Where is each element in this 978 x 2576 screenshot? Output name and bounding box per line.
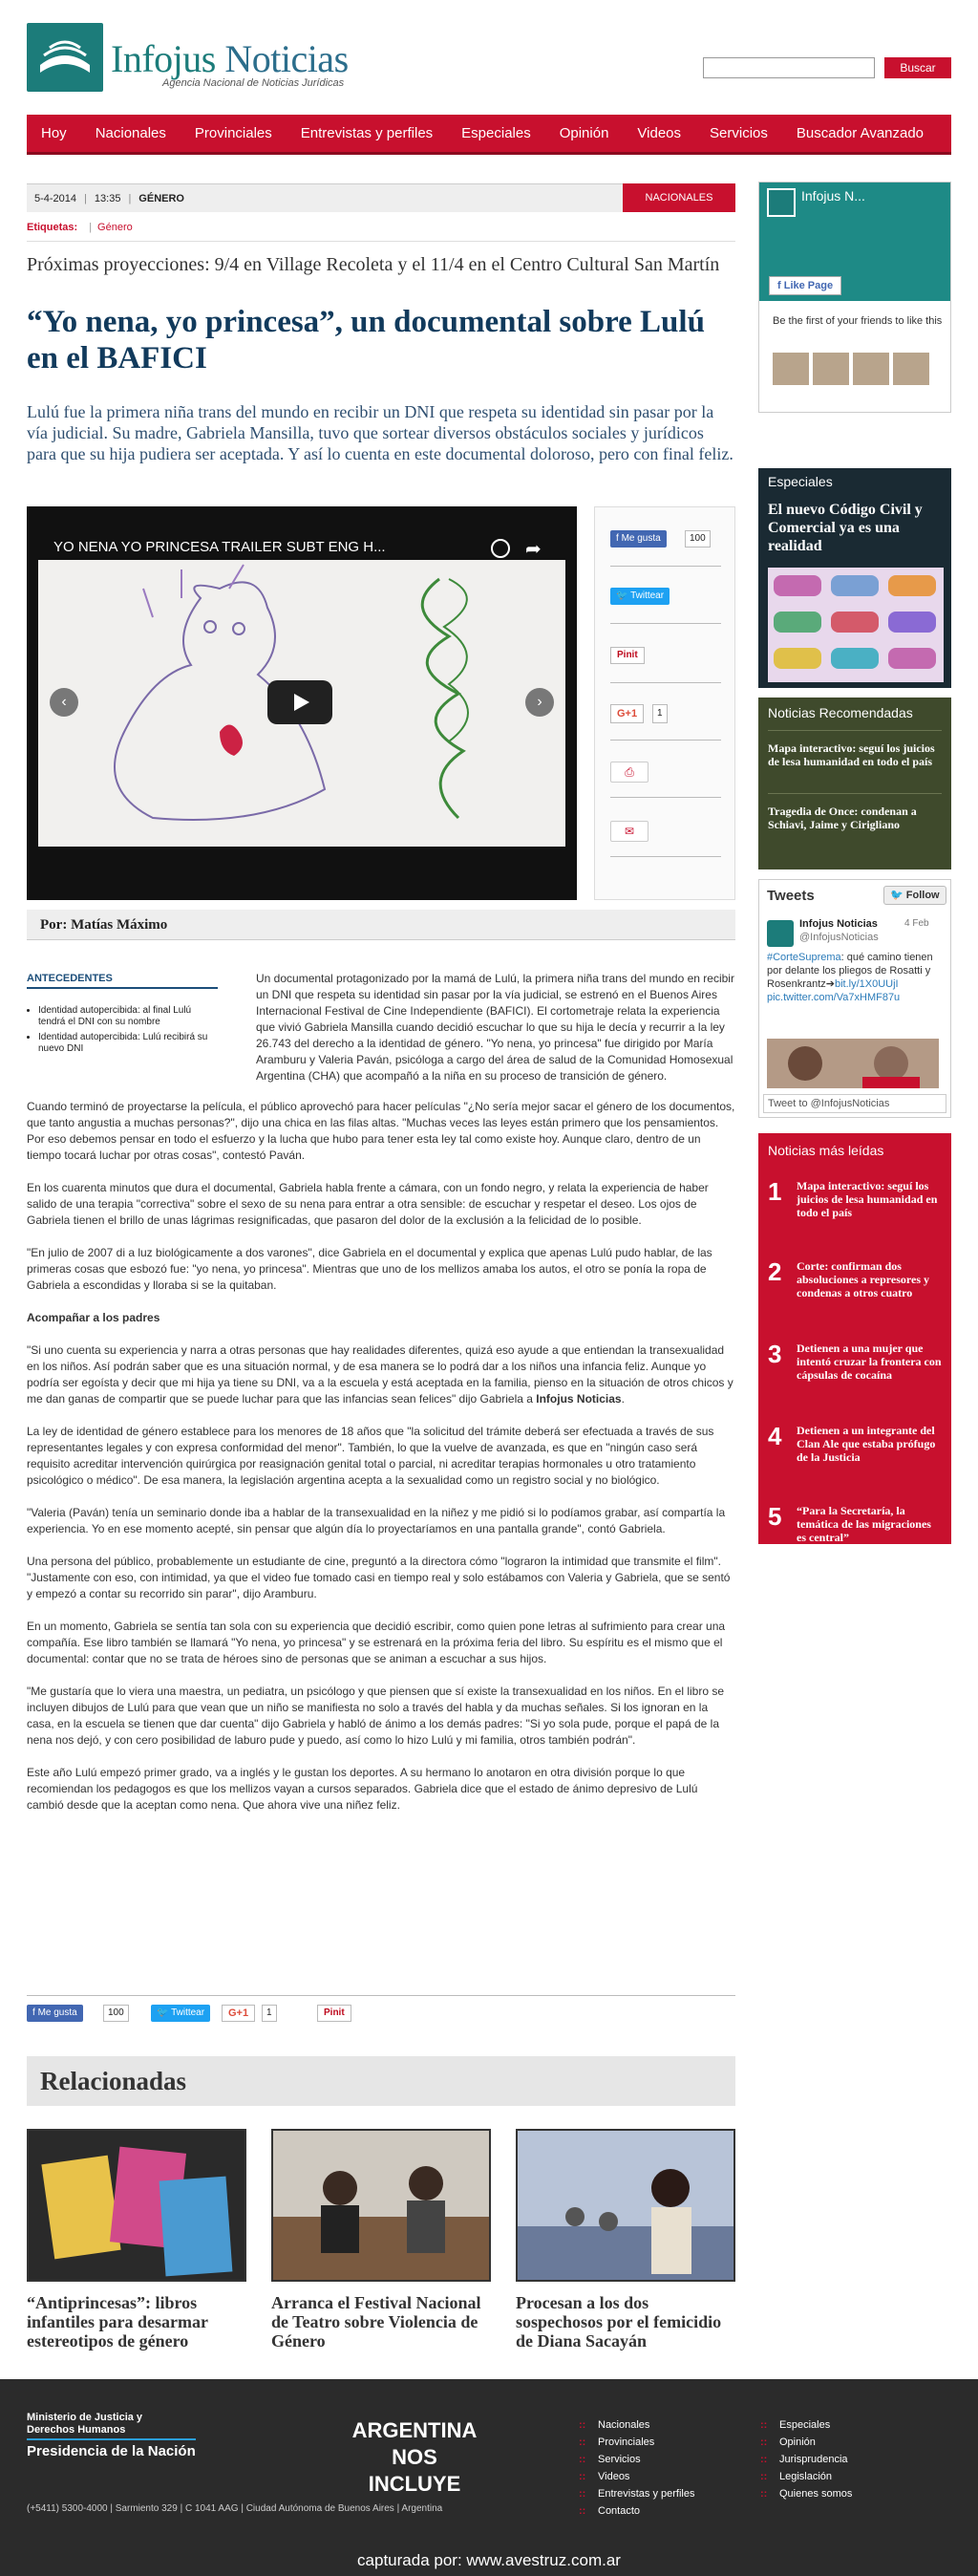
footer-link[interactable]: :: Especiales [760,2419,852,2431]
mas-leidas-heading: Noticias más leídas [768,1143,884,1158]
article-paragraph: Este año Lulú empezó primer grado, va a inglés y le gustan los deportes. A su hermano lo anotaron en otra división porque lo que recomiendan los pedagogos es que los mellizos vayan a cursos separados. Gabriela dice que el estado de ánimo depresivo de Lulú cambió desde que la aceptan como nena. Que ahora vive una niñez feliz. [27,1766,698,1812]
logo-subtitle: Agencia Nacional de Noticias Jurídicas [162,77,345,89]
related-card[interactable] [27,2129,246,2351]
mas-leidas-title[interactable]: Mapa interactivo: seguí los juicios de lesa humanidad en todo el país [797,1179,938,1219]
article-subheading: Acompañar a los padres [27,1311,160,1324]
related-image[interactable] [27,2129,246,2282]
google-plus-count-bottom: 1 [262,2005,277,2022]
related-heading: Relacionadas [27,2056,735,2106]
footer-links-col1 [579,2419,694,2522]
facebook-icon: f [32,2007,38,2018]
article-paragraph: "Valeria (Paván) tenía un seminario donde iba a hablar de la transexualidad en la niñez y me pidió si lo podíamos grabar, así compartía la experiencia. Yo en ese momento acepté, sin pensar que algún día lo proyectaríamos en una pantalla grande", contó Gabriela. [27,1506,726,1535]
article-paragraph: "Me gustaría que lo viera una maestra, un pediatra, un psicólogo y que piensen que sí existe la transexualidad en los niños. En el libro se incluyen dibujos de Lulú para que vean que un niño se manifiesta no solo a través del habla y da muchas señales. Si los ignoran en la casa, en la escuela se tienen que dar cuenta" dijo Gabriela y habló de ánimo a los demás padres: "Si yo sola pude, porque el papá de la nena nos dejó, y con cero posibilidad de laburo pude y puedo, así como lo hizo Lulú y mi familia, otros también podrán". [27,1685,725,1747]
print-icon[interactable]: ⎙ [610,762,648,783]
divider [768,730,942,731]
related-image[interactable] [271,2129,491,2282]
article-paragraph: Una persona del público, probablemente un estudiante de cine, preguntó a la directora cómo "lograron la intimidad que transmite el film". "Justamente con eso, con intimidad, ya que el video fue tomado casi en tiempo real y solo estábamos con Valeria y Gabriela, que se sentó y empezó a contar su recorrido sin parar", dijo Aramburu. [27,1555,731,1600]
article-headline: “Yo nena, yo princesa”, un documental sobre Lulú en el BAFICI [27,305,705,376]
google-plus-button-bottom[interactable]: G+1 [222,2005,255,2022]
share-row-print [610,762,721,798]
facebook-cover[interactable] [759,182,950,301]
share-row-facebook [610,530,721,567]
logo-second: Noticias [224,37,349,80]
tweets-heading: Tweets [767,888,815,904]
twitter-tweet-button[interactable] [610,588,670,605]
mas-leidas-title[interactable]: Detienen a un integrante del Clan Ale que estaba prófugo de la Justicia [797,1424,936,1464]
footer-link[interactable]: :: Legislación [760,2471,852,2482]
especiales-box [758,468,951,688]
footer-link[interactable]: :: Provinciales [579,2436,694,2448]
article-paragraph [27,1342,735,1407]
related-title[interactable]: Procesan a los dos sospechosos por el femicidio de Diana Sacayán [516,2293,722,2351]
footer-arg-line2: NOS INCLUYE [368,2445,461,2496]
related-title[interactable]: “Antiprincesas”: libros infantiles para desarmar estereotipos de género [27,2293,208,2351]
share-row-pinterest [610,647,721,683]
article-paragraph-text: "Si uno cuenta su experiencia y narra a otras personas que hay realidades diferentes, quizá eso ayude a que entiendan la transexualidad en los niños. Así podrán saber que es una situación normal, y de esa manera se lo podrá dar a los niños una infancia feliz. Aunque yo podría ser egoísta y decir que mi hija ya tiene su DNI, va a la escuela y está aceptada en la familia, pienso en la situación de otros chicos y me dan ganas de compartir que se puede luchar para que las infancias sean felices" dijo Gabriela a [27,1343,734,1406]
facebook-like-button[interactable] [610,530,667,547]
mas-leidas-title[interactable]: Corte: confirman dos absoluciones a represores y condenas a otros cuatro [797,1259,930,1299]
facebook-page-avatar[interactable] [767,188,796,217]
tweet-date[interactable]: 4 Feb [904,918,929,929]
mas-leidas-title[interactable]: “Para la Secretaría, la temática de las migraciones es central” [797,1504,931,1544]
mas-leidas-title[interactable]: Detienen a una mujer que intentó cruzar la frontera con cápsulas de cocaína [797,1342,942,1382]
article-meta-bar: 5-4-2014 | 13:35 | GÉNERO [27,183,735,212]
search-input[interactable] [703,57,875,78]
facebook-faces [773,353,945,385]
twitter-icon: 🐦 [616,590,631,601]
tag-link[interactable]: Género [97,222,133,233]
tweet-hashtag[interactable]: #CorteSuprema [767,952,841,963]
tweet-author-name[interactable]: Infojus Noticias [799,918,878,930]
nav-provinciales[interactable]: Provinciales [194,124,272,141]
tweets-widget [758,879,951,1118]
twitter-tweet-button-bottom[interactable] [151,2005,210,2022]
avatar[interactable] [773,353,809,385]
footer-links-col2 [760,2419,852,2505]
tags-row: Etiquetas: | Género [27,222,133,233]
book-icon [27,23,103,92]
facebook-icon: f [777,280,784,291]
google-plus-button[interactable]: G+1 [610,704,644,723]
tweet-compose-input[interactable]: Tweet to @InfojusNoticias [763,1094,946,1113]
mas-leidas-number: 4 [768,1422,782,1450]
twitter-follow-button[interactable] [883,886,946,905]
search-button[interactable]: Buscar [884,57,951,78]
main-nav [27,115,951,155]
play-icon[interactable] [267,680,332,724]
facebook-like-label: Me gusta [37,2007,77,2018]
facebook-like-page-button[interactable] [769,276,841,295]
avatar[interactable] [893,353,929,385]
divider [768,793,942,794]
especiales-heading: Especiales [768,474,833,489]
nav-servicios[interactable]: Servicios [710,124,768,141]
site-header [27,23,951,97]
tweet-body: : qué camino tienen por delante los pliegos de Rosatti y Rosenkrantz➔ [767,952,933,990]
watch-later-icon[interactable] [491,539,510,558]
twitter-tweet-label: Twittear [630,590,665,601]
antecedentes-heading: ANTECEDENTES [27,973,218,989]
article-paragraph: Cuando terminó de proyectarse la película, el público aprovechó para hacer pelícuIas "¿No sería mejor sacar el género de los documentos, que tanto angustia a muchas personas?", dijo una chica en las filas altas. "Muchas veces las leyes están primero que los pensamientos. Por eso debemos pensar en todo el esfuerzo y la lucha que hubo para tener esta ley tal como existe hoy. Aunque claro, dentro de un tiempo tocará luchar por otras cosas", contestó Paván. [27,1100,735,1162]
article-paragraph: "En julio de 2007 di a luz biológicamente a dos varones", dice Gabriela en el documental y explica que apenas Lulú pudo hablar, de las primeras cosas que esbozó fue: "yo nena, yo princesa". Mientras que uno de los mellizos amaba los autos, el otro se ponía la ropa de Gabriela a escondidas y lloraba si se la quitaban. [27,1246,712,1292]
twitter-tweet-label: Twittear [171,2007,205,2018]
mas-leidas-number: 5 [768,1502,782,1531]
facebook-page-name[interactable]: Infojus N... [801,188,865,204]
mas-leidas-number: 3 [768,1340,782,1368]
antecedentes-item[interactable]: • Identidad autopercibida: al final Lulú tendrá el DNI con su nombre [38,1005,210,1028]
share-row-email [610,821,721,857]
facebook-like-button-bottom[interactable] [27,2005,83,2022]
article-time: 13:35 [94,193,121,204]
twitter-icon: 🐦 [157,2007,172,2018]
article-author: Por: Matías Máximo [27,910,735,940]
tweet-image[interactable] [767,1039,939,1088]
mas-leidas-number: 1 [768,1177,782,1206]
nav-opinion[interactable]: Opinión [559,124,609,141]
share-panel [594,506,735,900]
article-paragraph-end: . [621,1392,625,1406]
mas-leidas-number: 2 [768,1257,782,1286]
prev-arrow-icon[interactable]: ‹ [50,688,78,717]
recomendadas-heading: Noticias Recomendadas [768,705,913,720]
recomendadas-item[interactable]: Tragedia de Once: condenan a Schiavi, Jaime y Cirigliano [768,805,917,831]
site-footer [0,2379,978,2576]
pinterest-button[interactable]: Pinit [610,647,645,664]
nav-hoy[interactable]: Hoy [41,124,67,141]
section-tag-button[interactable]: NACIONALES [623,183,735,212]
footer-link[interactable]: :: Contacto [579,2505,694,2517]
tags-label: Etiquetas: [27,222,78,233]
share-arrow-icon[interactable]: ➦ [525,539,542,560]
facebook-friends-text: Be the first of your friends to like this [773,315,943,327]
facebook-like-count: 100 [685,530,711,547]
footer-arg-line1: ARGENTINA [351,2418,478,2442]
site-logo-text[interactable] [111,36,349,81]
article-lede: Lulú fue la primera niña trans del mundo en recibir un DNI que respeta su identidad sin pasar por la vía judicial. Su madre, Gabriela Mansilla, tuvo que sortear diversos obstáculos sociales y jurídicos para que su hija pudiera ser aceptada. Y así lo cuenta en este documental doloroso, pero con final feliz. [27,402,734,463]
footer-link[interactable]: :: Entrevistas y perfiles [579,2488,694,2500]
facebook-like-label: Me gusta [621,533,661,544]
footer-argentina-logo[interactable] [348,2417,481,2498]
article-date: 5-4-2014 [34,193,77,204]
article-paragraph-bold: Infojus Noticias [536,1392,622,1406]
video-player[interactable] [27,506,577,900]
next-arrow-icon[interactable]: › [525,688,554,717]
article-paragraph: En un momento, Gabriela se sentía tan sola con su experiencia que decidió escribir, como quien pone letras al sufrimiento para crear una compañía. Ese libro también se llamará "Yo nena, yo princesa" y se estrenará en la próxima feria del libro. Su espíritu es el mismo que el documental: contar que no se trata de héroes sino de personas que se animan a escuchar a sus hijos. [27,1620,726,1665]
footer-link[interactable]: :: Opinión [760,2436,852,2448]
bottom-share-bar [27,2005,735,2026]
recomendadas-box [758,698,951,869]
article-body-intro: Un documental protagonizado por la mamá de Lulú, la primera niña trans del mundo en recibir un DNI que respeta su identidad sin pasar por la vía judicial, se estrenó en el Buenos Aires Internacional Festival de Cine Independiente (BAFICI). El cortometraje relata la experiencia que vivió Gabriela Mansilla cuando decidió escuchar lo que su hija le decía y recurrir a la ley 26.743 del derecho a la identidad de género. "Yo nena, yo princesa" fue dirigido por María Aramburu y Valeria Paván, psicóloga a cargo del área de salud de la Comunidad Homosexual Argentina (CHA) que acompañó a la niña en su proceso de transición de género. [256,972,734,1083]
nav-videos[interactable]: Videos [637,124,682,141]
footer-link[interactable]: :: Jurisprudencia [760,2454,852,2465]
antecedentes-item[interactable]: • Identidad autopercibida: Lulú recibirá su nuevo DNI [38,1032,210,1055]
recomendadas-item[interactable]: Mapa interactivo: seguí los juicios de lesa humanidad en todo el país [768,741,935,768]
article-body [27,1099,735,1830]
antecedentes-list [38,1005,210,1059]
tweet-text [767,951,943,1004]
related-image[interactable] [516,2129,735,2282]
facebook-like-count-bottom: 100 [103,2005,129,2022]
divider [27,1995,735,1996]
article-section[interactable]: GÉNERO [138,193,184,204]
related-title[interactable]: Arranca el Festival Nacional de Teatro sobre Violencia de Género [271,2293,481,2351]
related-card[interactable] [516,2129,735,2351]
logo-main: Infojus [111,37,216,80]
facebook-like-page-label: Like Page [783,280,834,291]
logo-icon[interactable] [27,23,103,92]
divider [27,241,735,242]
nav-nacionales[interactable]: Nacionales [95,124,166,141]
related-card[interactable] [271,2129,491,2351]
footer-presidency[interactable]: Presidencia de la Nación [27,2438,196,2459]
article-paragraph: En los cuarenta minutos que dura el documental, Gabriela habla frente a cámara, con un fondo negro, y relata la experiencia de haber salido de una terapia "correctiva" sobre el sexo de su nena para entrar a otra sensible: de escuchar y respetar el deseo. Los ojos de Gabriela tienen el brillo de unas lágrimas resignificadas, que pasaron del dolor de la exclusión a la felicidad de lo posible. [27,1181,709,1227]
tweet-link[interactable]: bit.ly/1X0UUjI [834,978,899,990]
article-kicker: Próximas proyecciones: 9/4 en Village Recoleta y el 11/4 en el Centro Cultural San Martín [27,254,720,275]
footer-address: (+5411) 5300-4000 | Sarmiento 329 | C 1041 AAG | Ciudad Autónoma de Buenos Aires | Argentina [27,2503,443,2514]
facebook-icon: f [616,533,622,544]
especiales-image[interactable] [768,568,944,682]
facebook-page-widget [758,182,951,413]
capture-caption: capturada por: www.avestruz.com.ar [357,2551,621,2569]
avatar[interactable] [813,353,849,385]
nav-especiales[interactable]: Especiales [461,124,531,141]
google-plus-count: 1 [652,704,668,723]
especiales-title[interactable]: El nuevo Código Civil y Comercial ya es una realidad [768,502,923,554]
twitter-icon: 🐦 [890,890,906,901]
footer-link[interactable]: :: Videos [579,2471,694,2482]
avatar[interactable] [853,353,889,385]
footer-ministry[interactable]: Ministerio de Justicia y Derechos Humanos [27,2412,143,2436]
mas-leidas-box [758,1133,951,1544]
pinterest-button-bottom[interactable]: Pinit [317,2005,351,2022]
tweet-author-handle[interactable]: @InfojusNoticias [799,932,879,943]
tweet-author-avatar[interactable] [767,920,794,947]
share-row-twitter [610,588,721,624]
email-icon[interactable]: ✉ [610,821,648,842]
tweet-media-link[interactable]: pic.twitter.com/Va7xHMF87u [767,992,901,1003]
footer-link[interactable]: :: Nacionales [579,2419,694,2431]
nav-buscador[interactable]: Buscador Avanzado [796,124,925,141]
video-title[interactable]: YO NENA YO PRINCESA TRAILER SUBT ENG H... [53,539,386,555]
share-row-google [610,704,721,741]
footer-link[interactable]: :: Servicios [579,2454,694,2465]
article-paragraph: La ley de identidad de género establece para los menores de 18 años que "la solicitud del trámite deberá ser efectuada a través de sus representantes legales y con expresa conformidad del menor". También, lo que la vuelve de avanzada, es que en "ningún caso será requisito acreditar intervención quirúrgica por reasignación genital total o parcial, ni acreditar terapias hormonales u otro tratamiento psicológico o médico". De esa manera, la legislación argentina acepta a la sexualidad como un registro social y no biológico. [27,1425,714,1487]
twitter-follow-label: Follow [905,890,940,901]
footer-link[interactable]: :: Quienes somos [760,2488,852,2500]
nav-entrevistas[interactable]: Entrevistas y perfiles [300,124,434,141]
